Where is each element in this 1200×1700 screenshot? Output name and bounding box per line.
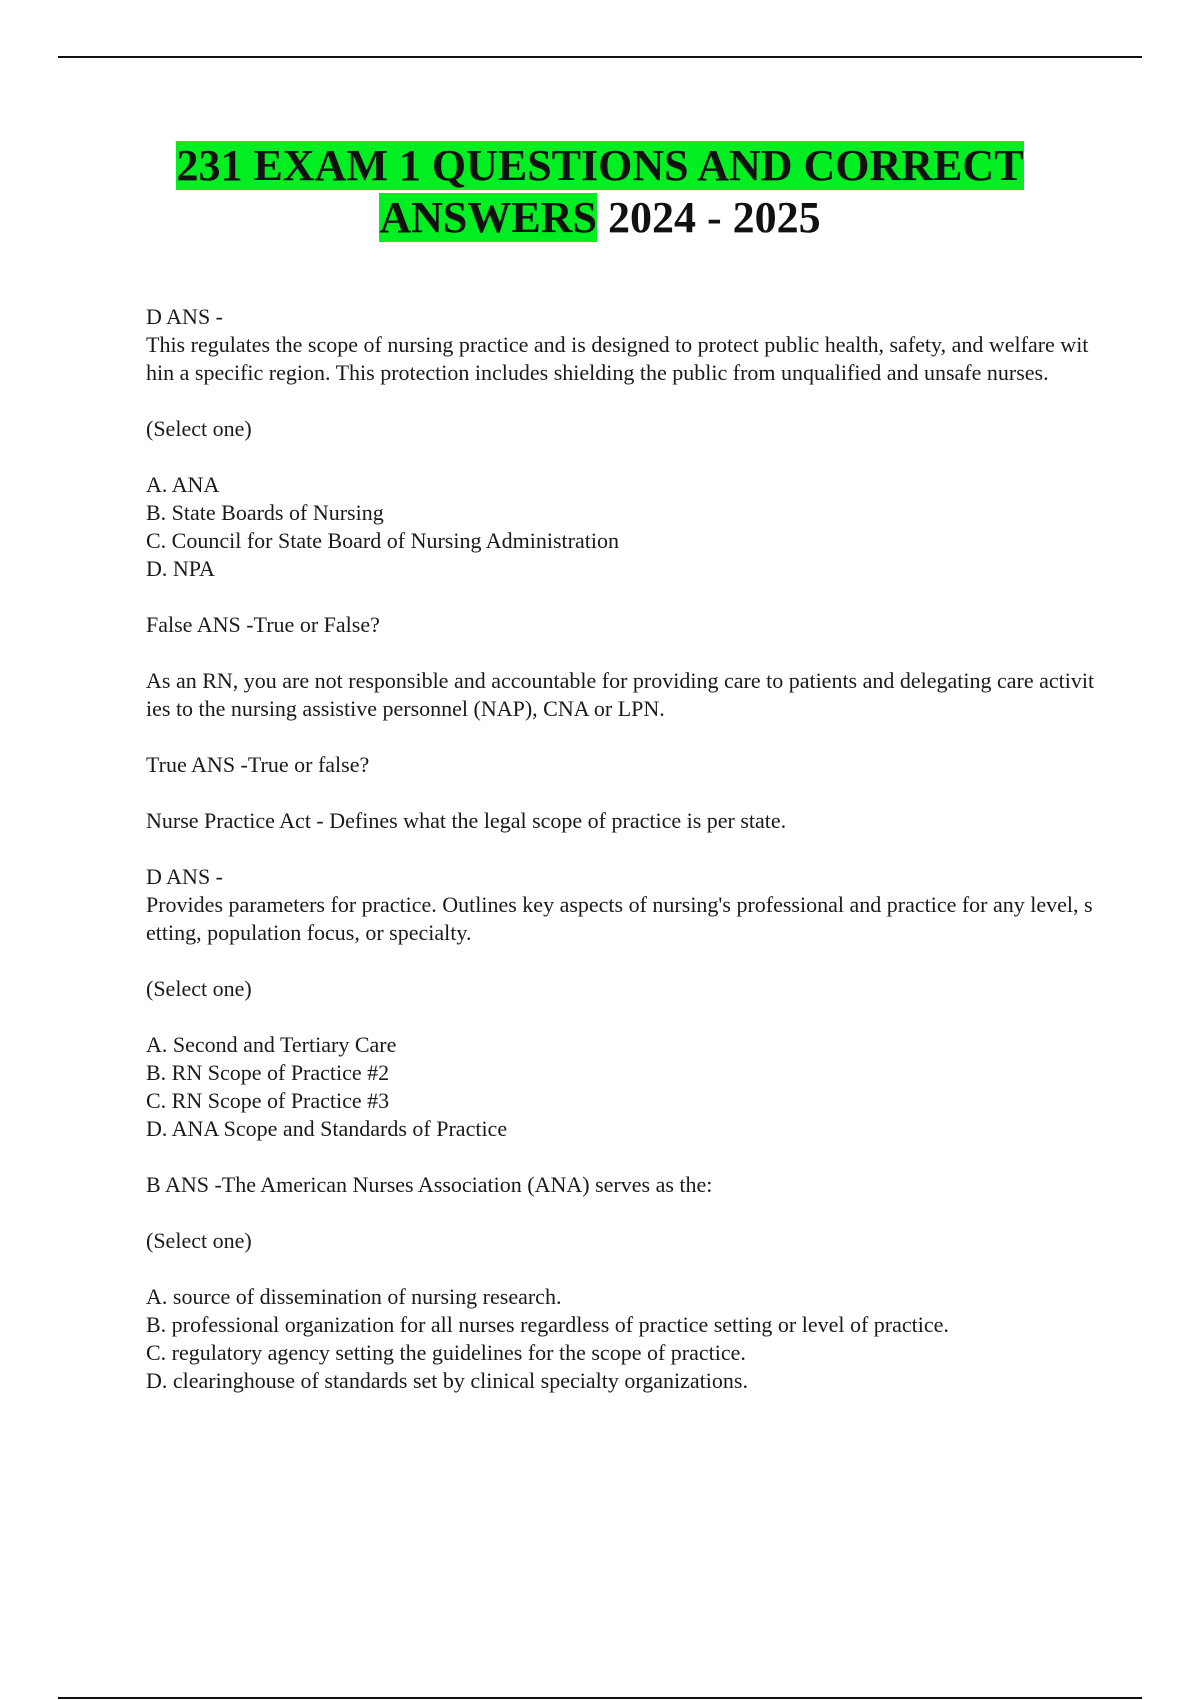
option-b: B. professional organization for all nurses regardless of practice setting or level of practice.: [146, 1312, 949, 1337]
question-4: [146, 863, 1096, 1143]
question-5: [146, 1171, 1096, 1395]
question-1: [146, 303, 1096, 583]
option-b: B. State Boards of Nursing: [146, 500, 384, 525]
question-prompt: Nurse Practice Act - Defines what the legal scope of practice is per state.: [146, 808, 787, 833]
option-d: D. ANA Scope and Standards of Practice: [146, 1116, 508, 1141]
option-c: C. Council for State Board of Nursing Administration: [146, 528, 619, 553]
option-c: C. regulatory agency setting the guidelines for the scope of practice.: [146, 1340, 746, 1365]
answer-line: False ANS -True or False?: [146, 612, 380, 637]
title-highlight-line1: 231 EXAM 1 QUESTIONS AND CORRECT: [176, 141, 1024, 190]
option-a: A. source of dissemination of nursing research.: [146, 1284, 562, 1309]
answer-line: True ANS -True or false?: [146, 752, 370, 777]
option-d: D. NPA: [146, 556, 215, 581]
question-2: [146, 611, 1096, 723]
title-year: 2024 - 2025: [607, 193, 821, 242]
question-prompt: As an RN, you are not responsible and accountable for providing care to patients and delegating care activities to the nursing assistive personnel (NAP), CNA or LPN.: [146, 668, 1095, 721]
select-instruction: (Select one): [146, 1228, 252, 1253]
document-body: [146, 303, 1096, 1395]
select-instruction: (Select one): [146, 976, 252, 1001]
option-c: C. RN Scope of Practice #3: [146, 1088, 390, 1113]
option-d: D. clearinghouse of standards set by clinical specialty organizations.: [146, 1368, 748, 1393]
option-a: A. ANA: [146, 472, 220, 497]
bottom-rule: [58, 1697, 1142, 1699]
title-highlight-line2: ANSWERS: [379, 193, 597, 242]
answer-line: D ANS -: [146, 304, 224, 329]
option-b: B. RN Scope of Practice #2: [146, 1060, 390, 1085]
question-3: [146, 751, 1096, 835]
option-a: A. Second and Tertiary Care: [146, 1032, 397, 1057]
answer-line: B ANS -The American Nurses Association (ANA) serves as the:: [146, 1172, 713, 1197]
select-instruction: (Select one): [146, 416, 252, 441]
answer-line: D ANS -: [146, 864, 224, 889]
question-prompt: Provides parameters for practice. Outlines key aspects of nursing's professional and practice for any level, setting, population focus, or specialty.: [146, 892, 1093, 945]
question-prompt: This regulates the scope of nursing practice and is designed to protect public health, safety, and welfare within a specific region. This protection includes shielding the public from unqualified and unsafe nurses.: [146, 332, 1089, 385]
document-title: [60, 140, 1140, 244]
top-rule: [58, 56, 1142, 58]
